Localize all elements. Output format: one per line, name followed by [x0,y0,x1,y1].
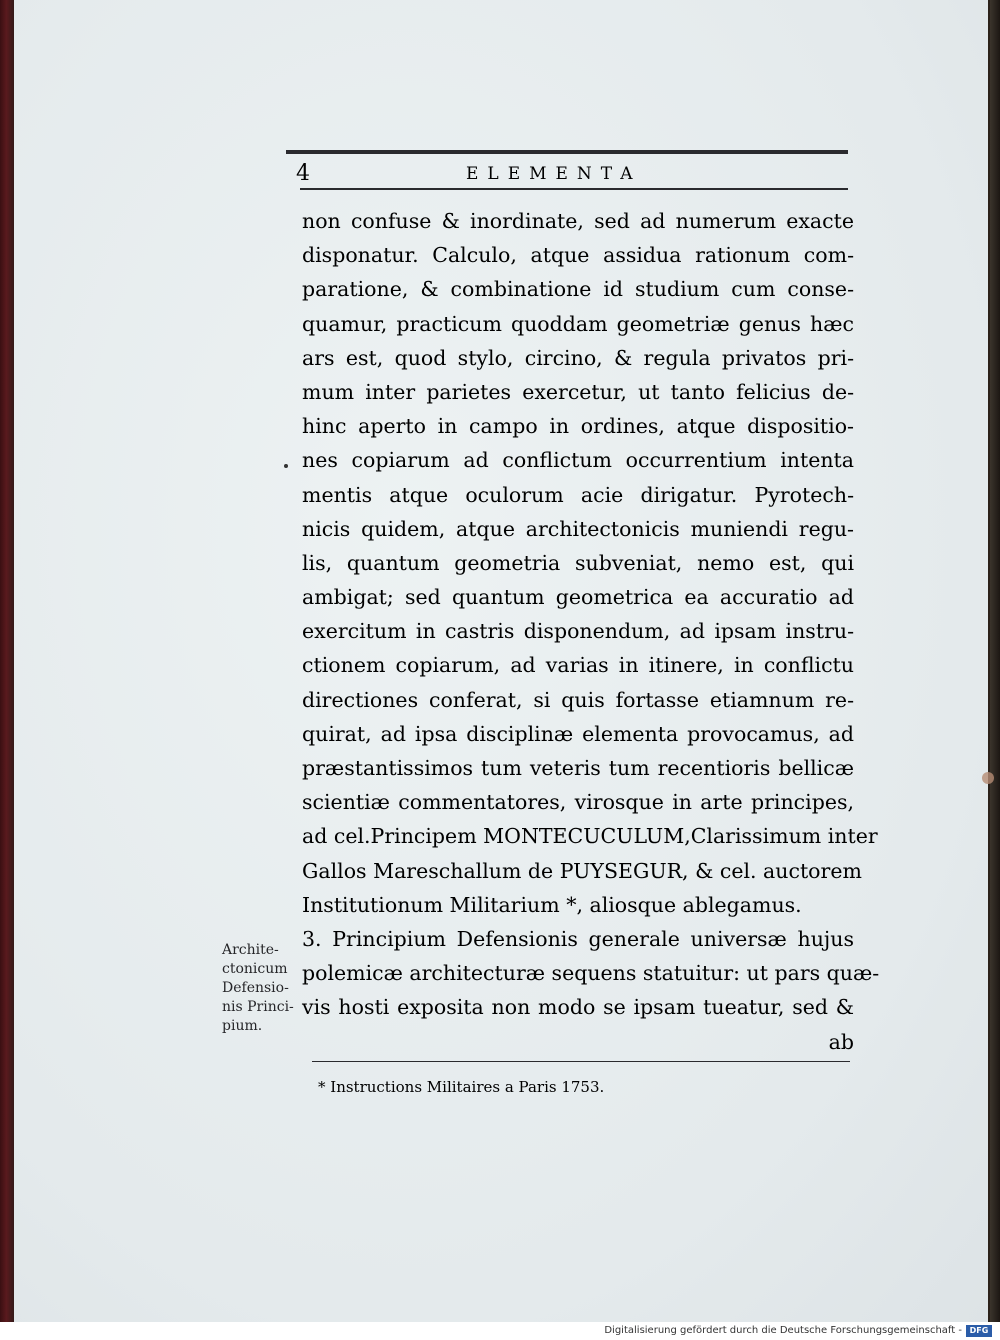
marginal-note [222,941,294,1036]
text-line: mum inter parietes exercetur, ut tanto felicius de- [302,379,854,404]
footnote: * Instructions Militaires a Paris 1753. [318,1078,605,1096]
header-rule-top [286,150,848,154]
marginal-note-line: Defensio- [222,980,289,996]
text-line: non confuse & inordinate, sed ad numerum exacte [302,209,854,233]
header-rule-bottom [300,188,848,190]
text-line: paratione, & combinatione id studium cum conse- [302,277,854,302]
text-line: polemicæ architecturæ sequens statuitur: ut pars quæ- [302,961,880,986]
page-number: 4 [296,161,310,186]
credit-text: Digitalisierung gefördert durch die Deutsche Forschungsgemeinschaft - [604,1325,962,1336]
text-line: ars est, quod stylo, circino, & regula privatos pri- [302,345,854,370]
catchword: ab [828,1029,854,1054]
text-line: præstantissimos tum veteris tum recentioris bellicæ [302,756,854,780]
text-line: lis, quantum geometria subveniat, nemo est, qui [302,550,854,575]
text-line: Gallos Mareschallum de PUYSEGUR, & cel. auctorem [302,858,862,883]
text-line: scientiæ commentatores, virosque in arte principes, [302,790,854,815]
text-line: vis hosti exposita non modo se ipsam tueatur, sed & [302,995,854,1020]
marginal-note-line: ctonicum [222,961,288,977]
text-line: quirat, ad ipsa disciplinæ elementa provocamus, ad [302,721,854,746]
text-line: mentis atque oculorum acie dirigatur. Pyrotech- [302,482,854,507]
text-line: directiones conferat, si quis fortasse etiamnum re- [302,687,854,712]
marginal-note-line: pium. [222,1018,263,1034]
page-edge [990,0,1000,1322]
text-line: Institutionum Militarium *, aliosque ablegamus. [302,892,802,917]
text-line: hinc aperto in campo in ordines, atque dispositio- [302,414,854,439]
marginal-note-line: Archite- [222,942,279,958]
text-line: ad cel.Principem MONTECUCULUM,Clarissimum inter [302,824,878,849]
paper-stain [982,772,994,784]
text-line: quamur, practicum quoddam geometriæ genus hæc [302,311,854,336]
text-line: 3. Principium Defensionis generale universæ hujus [302,926,854,951]
footnote-rule [312,1061,850,1062]
body-text [302,204,880,1059]
credit-bar [0,1322,1000,1340]
marginal-note-line: nis Princi- [222,999,294,1015]
text-line: exercitum in castris disponendum, ad ipsam instru- [302,619,854,644]
text-line: ambigat; sed quantum geometrica ea accuratio ad [302,585,854,610]
text-line: nicis quidem, atque architectonicis muniendi regu- [302,516,854,541]
text-line: nes copiarum ad conflictum occurrentium intenta [302,448,854,473]
running-title: ELEMENTA [466,164,642,184]
text-line: ctionem copiarum, ad varias in itinere, in conflictu [302,653,854,678]
dfg-logo-icon: DFG [966,1325,992,1337]
text-line: disponatur. Calculo, atque assidua rationum com- [302,243,854,268]
margin-mark [284,464,288,468]
